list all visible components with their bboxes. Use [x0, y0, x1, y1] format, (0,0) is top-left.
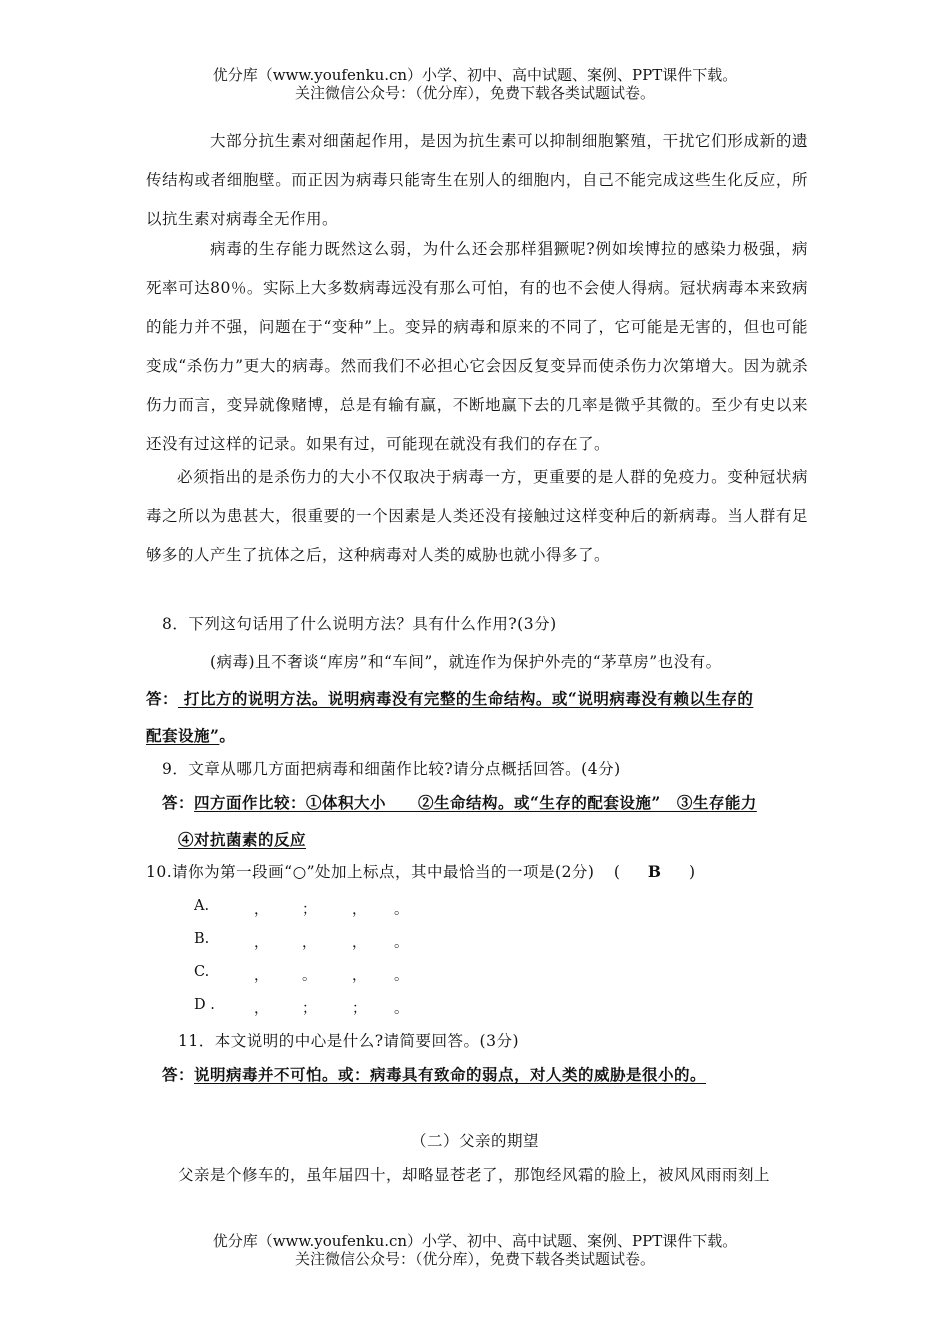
answer-label: 答：: [162, 793, 195, 812]
option-label: C.: [194, 964, 210, 980]
question-11-answer: [162, 1063, 706, 1085]
punct-mark: ，: [254, 935, 269, 951]
punct-mark: 。: [394, 935, 409, 951]
passage-paragraph-3: 必须指出的是杀伤力的大小不仅取决于病毒一方，更重要的是人群的免疫力。变种冠状病毒之所以为患甚大，很重要的一个因素是人类还没有接触过这样变种后的新病毒。当人群有足够多的人产生了抗体之后，这种病毒对人类的威胁也就小得多了。: [146, 468, 808, 564]
question-8-quote: (病毒)且不奢谈“库房”和“车间”，就连作为保护外壳的“茅草房”也没有。: [210, 653, 722, 671]
footer-line-2: 关注微信公众号：（优分库），免费下载各类试题试卷。: [294, 1250, 655, 1268]
answer-choice: B: [647, 862, 662, 881]
answer-text: 四方面作比较：①体积大小 ②生命结构。或“生存的配套设施” ③生存能力: [194, 793, 757, 812]
punct-mark: ；: [302, 1001, 317, 1017]
passage-paragraph-1: 大部分抗生素对细菌起作用，是因为抗生素可以抑制细胞繁殖，干扰它们形成新的遗传结构或者细胞壁。而正因为病毒只能寄生在别人的细胞内，自己不能完成这些生化反应，所以抗生素对病毒全无作用。: [146, 132, 808, 228]
question-text: 10.请你为第一段画“○”处加上标点，其中最恰当的一项是(2分): [146, 863, 595, 881]
question-8-answer-line-1: [146, 687, 753, 709]
answer-paren-close: ): [688, 863, 696, 881]
punct-mark: ，: [352, 902, 367, 918]
answer-text: 说明病毒并不可怕。或：病毒具有致命的弱点，对人类的威胁是很小的。: [194, 1065, 707, 1084]
punct-mark: ；: [302, 902, 317, 918]
section-paragraph-start: 父亲是个修车的，虽年届四十，却略显苍老了，那饱经风霜的脸上，被风风雨雨刻上: [178, 1166, 771, 1184]
punct-mark: ；: [352, 1001, 367, 1017]
header-line-2: 关注微信公众号：（优分库），免费下载各类试题试卷。: [294, 84, 655, 102]
answer-text: 打比方的说明方法。说明病毒没有完整的生命结构。或“说明病毒没有赖以生存的: [178, 689, 754, 708]
punct-mark: ，: [352, 935, 367, 951]
answer-paren-open: (: [613, 863, 621, 881]
passage-paragraph-2: 病毒的生存能力既然这么弱，为什么还会那样猖獗呢?例如埃博拉的感染力极强，病死率可达80％。实际上大多数病毒远没有那么可怕，有的也不会使人得病。冠状病毒本来致病的能力并不强，问题在于“变种”上。变异的病毒和原来的不同了，它可能是无害的，但也可能变成“杀伤力”更大的病毒。然而我们不必担心它会因反复变异而使杀伤力次第增大。因为就杀伤力而言，变异就像赌博，总是有输有赢，不断地赢下去的几率是微乎其微的。至少有史以来还没有过这样的记录。如果有过，可能现在就没有我们的存在了。: [146, 240, 808, 453]
punct-mark: ，: [352, 968, 367, 984]
footer-line-1: 优分库（www.youfenku.cn）小学、初中、高中试题、案例、PPT课件下载。: [212, 1232, 738, 1250]
answer-end: 。: [219, 726, 236, 745]
option-label: A.: [194, 898, 210, 914]
punct-mark: 。: [394, 968, 409, 984]
punct-mark: 。: [394, 902, 409, 918]
section-title: （二）父亲的期望: [410, 1132, 539, 1150]
punct-mark: 。: [302, 968, 317, 984]
header-line-1: 优分库（www.youfenku.cn）小学、初中、高中试题、案例、PPT课件下载。: [212, 66, 738, 84]
question-11: 11．本文说明的中心是什么?请简要回答。(3分): [178, 1032, 519, 1050]
punct-mark: 。: [394, 1001, 409, 1017]
question-8: 8．下列这句话用了什么说明方法？具有什么作用?(3分): [162, 615, 557, 633]
option-label: D .: [194, 997, 215, 1013]
punct-mark: ，: [254, 1001, 269, 1017]
answer-text: 配套设施”: [146, 726, 220, 745]
answer-label: 答：: [162, 1065, 195, 1084]
option-label: B.: [194, 931, 210, 947]
answer-text: ④对抗菌素的反应: [178, 830, 307, 849]
question-10: [146, 860, 696, 882]
question-9: 9．文章从哪几方面把病毒和细菌作比较?请分点概括回答。(4分): [162, 760, 621, 778]
punct-mark: ，: [254, 968, 269, 984]
punct-mark: ，: [302, 935, 317, 951]
question-9-answer-line-2: [178, 828, 306, 850]
question-9-answer-line-1: [162, 791, 757, 813]
punct-mark: ，: [254, 902, 269, 918]
answer-label: 答：: [146, 689, 179, 708]
question-8-answer-line-2: [146, 724, 235, 746]
page-footer: [0, 1232, 950, 1268]
page-header: [0, 66, 950, 102]
